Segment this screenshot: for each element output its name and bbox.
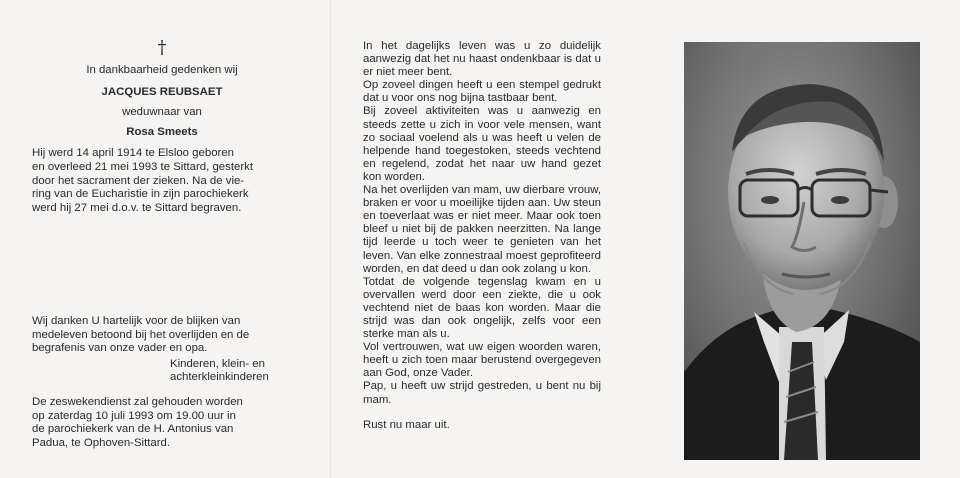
thanks-line: begrafenis van onze vader en opa. (32, 342, 208, 355)
biography (32, 147, 292, 215)
signer-line: Kinderen, klein- en (170, 357, 265, 370)
poem-closing: Rust nu maar uit. (363, 418, 450, 431)
thanks-text (32, 315, 274, 356)
service-line: de parochiekerk van de H. Antonius van (32, 423, 234, 436)
bio-line: en overleed 21 mei 1993 te Sittard, gesterkt (32, 160, 253, 173)
intro-line: In dankbaarheid gedenken wij (86, 64, 238, 76)
spouse-label: weduwnaar van (122, 106, 202, 119)
bio-line: ring van de Eucharistie in zijn parochiekerk (32, 188, 249, 201)
bio-line: werd hij 27 mei d.o.v. te Sittard begraven. (32, 201, 242, 214)
service-line: op zaterdag 10 juli 1993 om 19.00 uur in (32, 409, 236, 422)
fold-line (330, 0, 331, 478)
spouse-name: Rosa Smeets (126, 125, 198, 138)
deceased-name: JACQUES REUBSAET (101, 85, 223, 98)
signers (32, 358, 274, 385)
service-line: De zeswekendienst zal gehouden worden (32, 395, 243, 408)
service-line: Padua, te Ophoven-Sittard. (32, 436, 171, 449)
service-notice (32, 396, 274, 450)
poem-text (363, 40, 601, 432)
left-panel (32, 38, 292, 215)
cross-icon: † (157, 37, 167, 58)
bio-line: door het sacrament der zieken. Na de vie- (32, 174, 245, 187)
thanks-line: medeleven betoond bij het overlijden en de (32, 328, 250, 341)
poem-paragraph: Op zoveel dingen heeft u een stempel gedrukt dat u voor ons nog bijna tastbaar bent. (363, 79, 601, 105)
bio-line: Hij werd 14 april 1914 te Elsloo geboren (32, 147, 234, 160)
poem-paragraph: Pap, u heeft uw strijd gestreden, u bent nu bij mam. (363, 380, 601, 406)
portrait-photo (684, 42, 920, 460)
poem-paragraph: Totdat de volgende tegenslag kwam en u overvallen werd door een ziekte, die u ook vechtend niet de baas kon worden. Maar die strijd was dan ook ongelijk, zelfs voor een sterke man als u. (363, 275, 601, 341)
poem-paragraph: Na het overlijden van mam, uw dierbare vrouw, braken er voor u moeilijke tijden aan. Uw steun en toeverlaat was er niet meer. Maar ook toen bleef u niet bij de pakken neerzitten. Na lange tijd leerde u toch weer te genieten van het leven. Van elke zonnestraal moest geprofiteerd worden, en dat deed u dan ook zolang u kon. (363, 184, 601, 275)
signer-line: achterkleinkinderen (170, 371, 269, 384)
thanks-section (32, 315, 274, 450)
poem-paragraph: In het dagelijks leven was u zo duidelijk aanwezig dat het nu haast ondenkbaar is dat u er niet meer bent. (363, 40, 601, 79)
poem-paragraph: Bij zoveel aktiviteiten was u aanwezig en steeds zette u zich in voor vele mensen, want zo sociaal voelend als u was heeft u velen de helpende hand toegestoken, steeds vechtend en regelend, zodat het naar uw hand gezet kon worden. (363, 105, 601, 183)
thanks-line: Wij danken U hartelijk voor de blijken van (32, 315, 241, 327)
poem-paragraph: Vol vertrouwen, wat uw eigen woorden waren, heeft u zich toen maar berustend overgegeven aan God, onze Vader. (363, 341, 601, 380)
